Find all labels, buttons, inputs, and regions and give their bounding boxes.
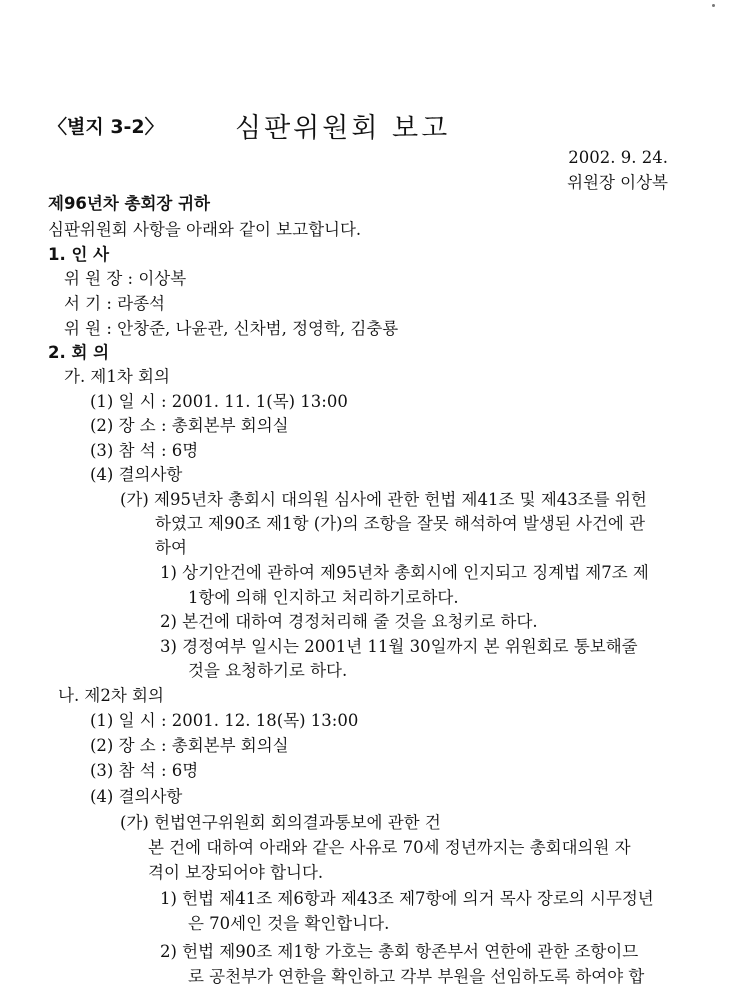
meeting-1-date: (1) 일 시 : 2001. 11. 1(목) 13:00	[90, 392, 348, 411]
members-line: 위 원 : 안창준, 나윤관, 신차범, 정영학, 김충룡	[64, 319, 399, 338]
meeting-1-item-1a: 1) 상기안건에 관하여 제95년차 총회시에 인지되고 징계법 제7조 제	[160, 563, 649, 582]
page-title: 심판위원회 보고	[235, 113, 451, 144]
meeting-1-place: (2) 장 소 : 총회본부 회의실	[90, 416, 289, 435]
report-date: 2002. 9. 24.	[568, 148, 668, 167]
addressee: 제96년차 총회장 귀하	[48, 194, 210, 213]
meeting-1-ga-line-3: 하여	[155, 538, 187, 557]
meeting-1-item-2: 2) 본건에 대하여 경정처리해 줄 것을 요청키로 하다.	[160, 612, 538, 631]
meeting-1-title: 가. 제1차 회의	[64, 367, 170, 386]
meeting-2-ga-line-2: 본 건에 대하여 아래와 같은 사유로 70세 정년까지는 총회대의원 자	[148, 838, 631, 857]
meeting-1-item-1b: 1항에 의해 인지하고 처리하기로하다.	[188, 588, 459, 607]
meeting-1-ga-line-1: (가) 제95년차 총회시 대의원 심사에 관한 헌법 제41조 및 제43조를 위헌	[120, 490, 647, 509]
meeting-1-item-3a: 3) 경정여부 일시는 2001년 11월 30일까지 본 위원회로 통보해줄	[160, 637, 638, 656]
meeting-2-item-1a: 1) 헌법 제41조 제6항과 제43조 제7항에 의거 목사 장로의 시무정년	[160, 889, 654, 908]
report-author: 위원장 이상복	[567, 173, 668, 192]
attachment-label: 〈별지 3-2〉	[48, 116, 164, 138]
meeting-1-resolutions-title: (4) 결의사항	[90, 465, 183, 484]
section-1-heading: 1. 인 사	[48, 245, 110, 264]
meeting-2-attendance: (3) 참 석 : 6명	[90, 761, 199, 780]
secretary-line: 서 기 : 라종석	[64, 294, 165, 313]
meeting-2-place: (2) 장 소 : 총회본부 회의실	[90, 736, 289, 755]
meeting-2-resolutions-title: (4) 결의사항	[90, 787, 183, 806]
meeting-2-ga-line-1: (가) 헌법연구위원회 회의결과통보에 관한 건	[120, 813, 441, 832]
meeting-2-title: 나. 제2차 회의	[58, 686, 164, 705]
scan-speck	[712, 4, 715, 7]
section-2-heading: 2. 회 의	[48, 343, 110, 362]
meeting-2-item-2a: 2) 헌법 제90조 제1항 가호는 총회 항존부서 연한에 관한 조항이므	[160, 942, 639, 961]
meeting-2-ga-line-3: 격이 보장되어야 합니다.	[148, 863, 324, 882]
intro-text: 심판위원회 사항을 아래와 같이 보고합니다.	[48, 220, 362, 239]
meeting-1-attendance: (3) 참 석 : 6명	[90, 441, 199, 460]
meeting-2-item-2b: 로 공천부가 연한을 확인하고 각부 부원을 선임하도록 하여야 합	[188, 967, 645, 986]
chair-line: 위 원 장 : 이상복	[64, 269, 187, 288]
meeting-2-item-1b: 은 70세인 것을 확인합니다.	[188, 914, 390, 933]
meeting-1-ga-line-2: 하였고 제90조 제1항 (가)의 조항을 잘못 해석하여 발생된 사건에 관	[155, 514, 646, 533]
meeting-1-item-3b: 것을 요청하기로 하다.	[188, 661, 348, 680]
meeting-2-date: (1) 일 시 : 2001. 12. 18(목) 13:00	[90, 711, 359, 730]
